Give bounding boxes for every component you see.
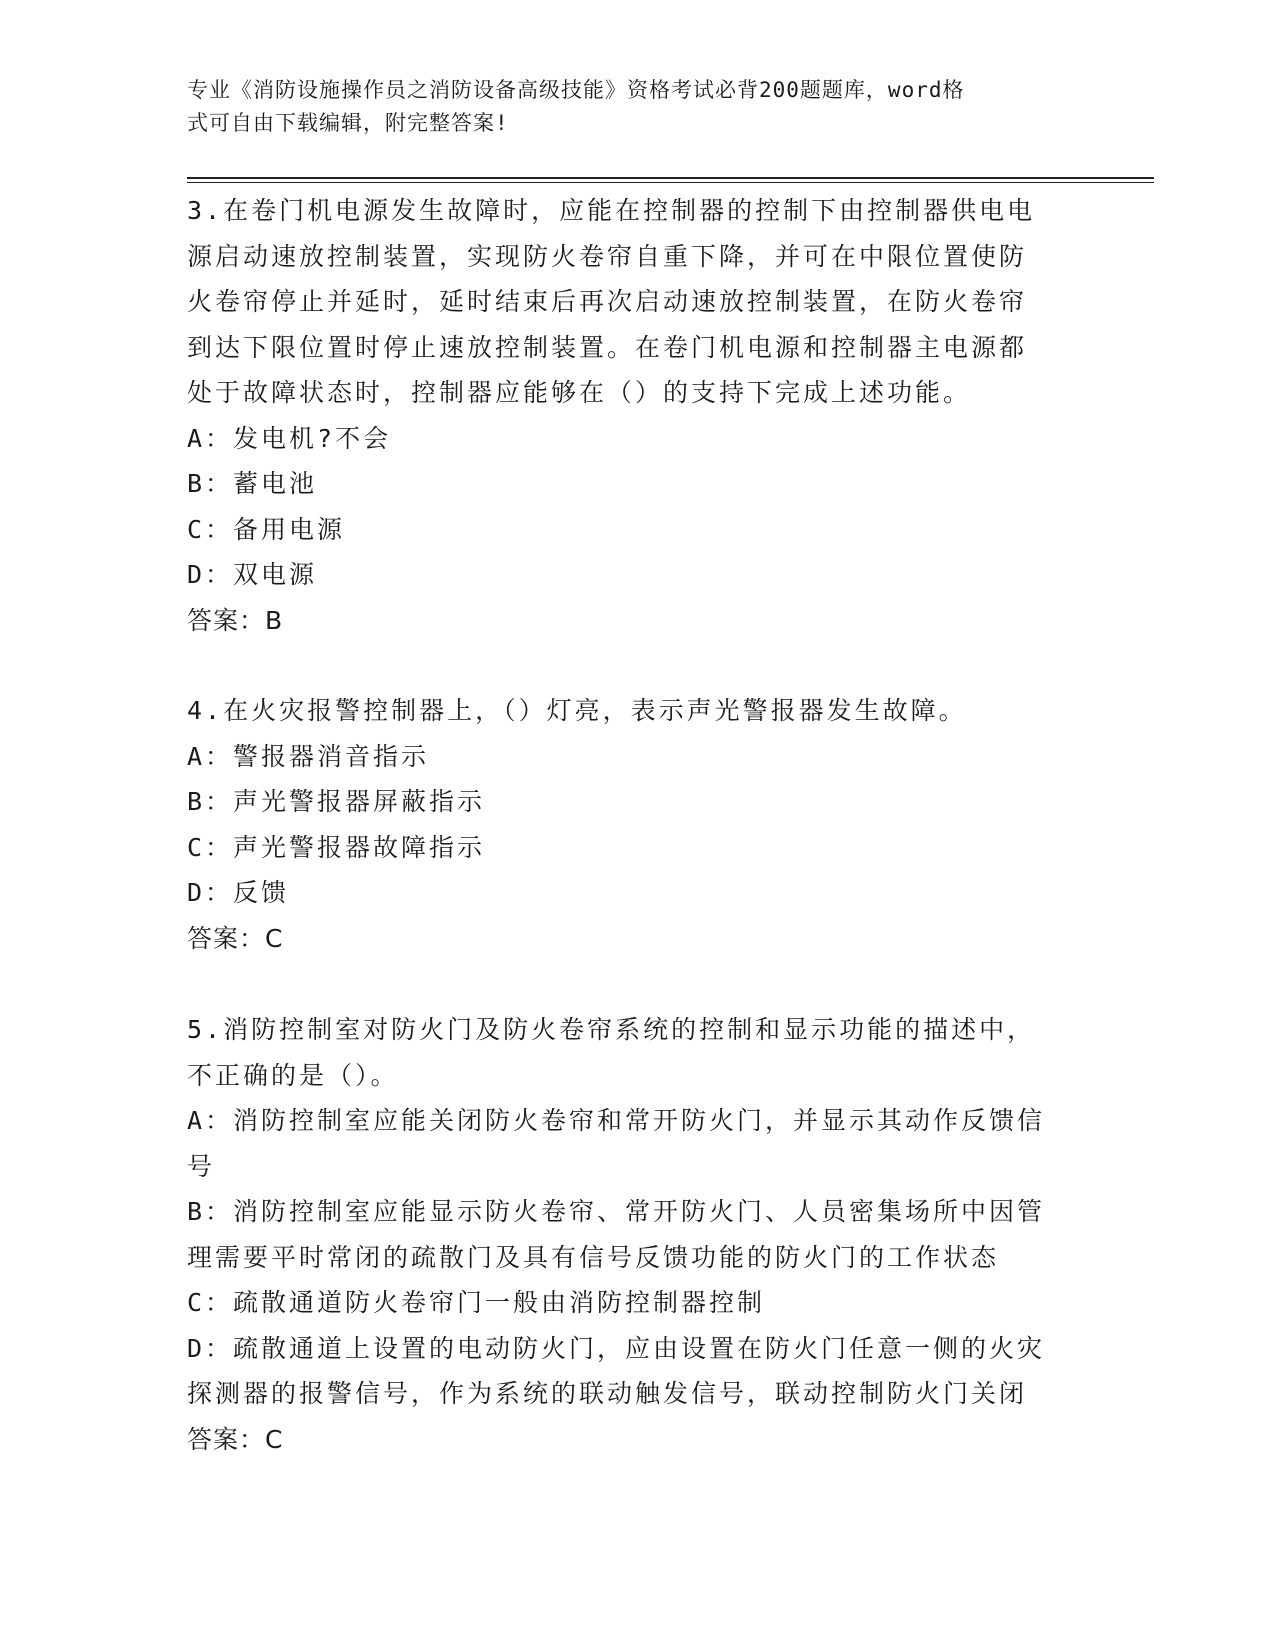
answer: 答案：C xyxy=(187,1424,284,1454)
option-b-cont: 理需要平时常闭的疏散门及具有信号反馈功能的防火门的工作状态 xyxy=(187,1242,1000,1272)
option-b: B：消防控制室应能显示防火卷帘、常开防火门、人员密集场所中因管 xyxy=(187,1197,1046,1226)
stem-line: 5.消防控制室对防火门及防火卷帘系统的控制和显示功能的描述中， xyxy=(187,1015,1036,1044)
option-d: D：反馈 xyxy=(187,878,290,907)
header-line: 专业《消防设施操作员之消防设备高级技能》资格考试必背200题题库，word格 xyxy=(187,78,965,102)
header-line: 式可自由下载编辑，附完整答案! xyxy=(187,111,509,135)
option-c: C：备用电源 xyxy=(187,514,346,544)
question-stem xyxy=(187,688,1087,734)
option-a-cont: 号 xyxy=(187,1151,216,1181)
option-list xyxy=(187,416,1087,598)
option-list xyxy=(187,1098,1087,1417)
answer: 答案：C xyxy=(187,923,284,953)
option-d: D：双电源 xyxy=(187,560,318,589)
answer: 答案：B xyxy=(187,605,284,635)
stem-line: 火卷帘停止并延时，延时结束后再次启动速放控制装置，在防火卷帘 xyxy=(187,287,1028,316)
question-3 xyxy=(187,188,1087,643)
option-a: A：警报器消音指示 xyxy=(187,741,430,771)
question-stem xyxy=(187,188,1087,416)
stem-line: 3.在卷门机电源发生故障时，应能在控制器的控制下由控制器供电电 xyxy=(187,196,1036,225)
stem-line: 不正确的是（）。 xyxy=(187,1060,399,1090)
header-divider xyxy=(187,177,1154,179)
option-a: A：消防控制室应能关闭防火卷帘和常开防火门，并显示其动作反馈信 xyxy=(187,1106,1046,1135)
option-a: A：发电机?不会 xyxy=(187,423,392,453)
document-header xyxy=(187,74,1087,140)
question-5 xyxy=(187,1007,1087,1462)
option-c: C：疏散通道防火卷帘门一般由消防控制器控制 xyxy=(187,1288,766,1317)
stem-line: 4.在火灾报警控制器上，（）灯亮，表示声光警报器发生故障。 xyxy=(187,696,967,725)
option-b: B：蓄电池 xyxy=(187,469,318,498)
option-c: C：声光警报器故障指示 xyxy=(187,832,486,862)
stem-line: 源启动速放控制装置，实现防火卷帘自重下降，并可在中限位置使防 xyxy=(187,241,1028,271)
header-divider-thin xyxy=(187,182,1154,183)
question-stem xyxy=(187,1007,1087,1098)
option-b: B：声光警报器屏蔽指示 xyxy=(187,787,486,816)
stem-line: 处于故障状态时，控制器应能够在（）的支持下完成上述功能。 xyxy=(187,378,972,407)
question-4 xyxy=(187,688,1087,961)
option-d-cont: 探测器的报警信号，作为系统的联动触发信号，联动控制防火门关闭 xyxy=(187,1379,1028,1408)
stem-line: 到达下限位置时停止速放控制装置。在卷门机电源和控制器主电源都 xyxy=(187,332,1028,362)
option-list xyxy=(187,734,1087,916)
option-d: D：疏散通道上设置的电动防火门，应由设置在防火门任意一侧的火灾 xyxy=(187,1333,1046,1363)
